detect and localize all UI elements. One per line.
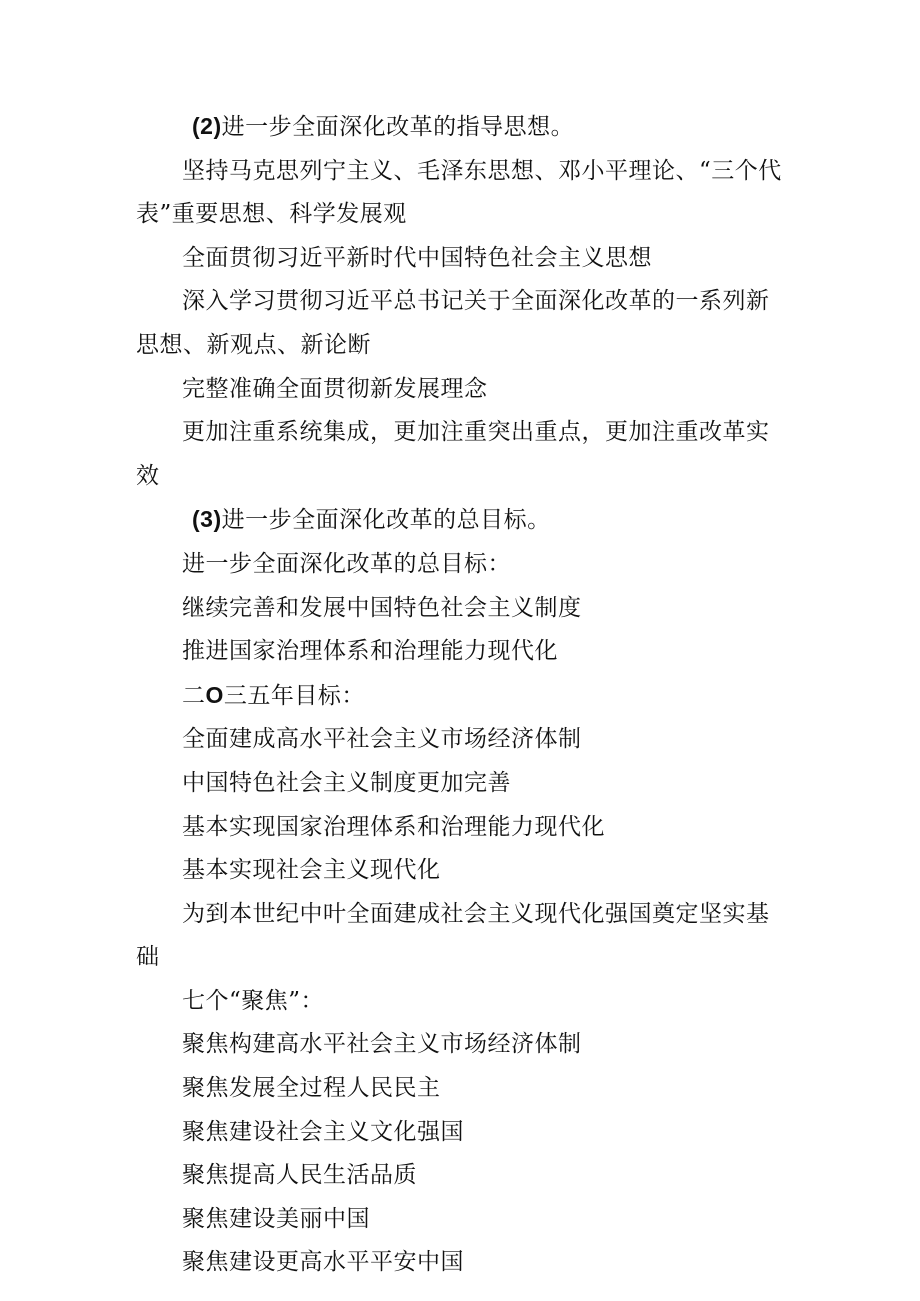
paragraph-2035-governance: 基本实现国家治理体系和治理能力现代化 [182,813,605,840]
goal-2035-zero: O [205,681,224,708]
paragraph-2035-foundation: 为到本世纪中叶全面建成社会主义现代化强国奠定坚实基础 [136,900,770,971]
section-3-number: (3) [192,506,222,533]
paragraph-study-reform: 深入学习贯彻习近平总书记关于全面深化改革的一系列新思想、新观点、新论断 [136,288,770,358]
paragraph-emphasis: 更加注重系统集成，更加注重突出重点，更加注重改革实效 [136,419,770,489]
section-2-title: 进一步全面深化改革的指导思想。 [221,114,575,140]
paragraph-guiding-principles: 坚持马克思列宁主义、毛泽东思想、邓小平理论、“三个代表”重要思想、科学发展观 [136,157,782,228]
document-page [136,105,788,1285]
section-3-heading [136,498,788,543]
paragraph-xi-thought: 全面贯彻习近平新时代中国特色社会主义思想 [182,244,652,271]
section-2-number: (2) [192,113,222,139]
list-item-focus-safe-china: 聚焦建设更高水平平安中国 [182,1249,464,1276]
paragraph-2035-goal-label [136,674,788,719]
paragraph-overall-goal-label: 进一步全面深化改革的总目标： [182,550,511,577]
list-item-focus-culture: 聚焦建设社会主义文化强国 [182,1118,464,1145]
paragraph-goal-improve-system: 继续完善和发展中国特色社会主义制度 [182,594,582,621]
paragraph-seven-focuses-label: 七个“聚焦”： [182,987,325,1014]
section-3-title: 进一步全面深化改革的总目标。 [221,507,551,534]
list-item-focus-market-economy: 聚焦构建高水平社会主义市场经济体制 [182,1031,582,1058]
paragraph-goal-modernize-governance: 推进国家治理体系和治理能力现代化 [182,638,558,665]
paragraph-2035-market-economy: 全面建成高水平社会主义市场经济体制 [182,726,582,753]
section-2-heading [136,105,788,150]
list-item-focus-democracy: 聚焦发展全过程人民民主 [182,1075,441,1102]
goal-2035-suffix: 三五年目标： [223,682,365,709]
paragraph-new-development: 完整准确全面贯彻新发展理念 [182,375,488,402]
paragraph-2035-system-improved: 中国特色社会主义制度更加完善 [182,769,511,796]
list-item-focus-beautiful-china: 聚焦建设美丽中国 [182,1205,370,1232]
paragraph-2035-modernization: 基本实现社会主义现代化 [182,857,441,884]
list-item-focus-living-quality: 聚焦提高人民生活品质 [182,1162,417,1189]
goal-2035-prefix: 二 [182,682,206,709]
